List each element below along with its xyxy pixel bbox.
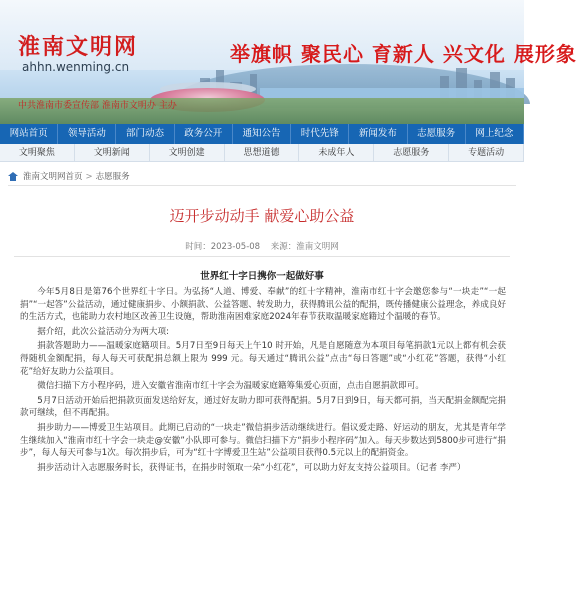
sponsor-line: 中共淮南市委宣传部 淮南市文明办 主办 [18, 101, 177, 111]
nav-item-volunteer[interactable]: 志愿服务 [408, 124, 466, 144]
header-slogan: 举旗帜 聚民心 育新人 兴文化 展形象 [230, 42, 577, 66]
primary-nav [0, 124, 524, 144]
article-source: 来源：淮南文明网 [270, 242, 339, 252]
article-paragraph: 微信扫描下方小程序码，进入安徽省淮南市红十字会为温暖家庭籍筹集爱心页面，点击自愿捐款即可。 [37, 381, 424, 392]
nav-item-leaders[interactable]: 领导活动 [58, 124, 116, 144]
subnav-item-volunteer[interactable]: 志愿服务 [374, 144, 449, 161]
nav-item-gov-affairs[interactable]: 政务公开 [175, 124, 233, 144]
breadcrumb [8, 168, 516, 186]
article-paragraph: 捐步活动计入志愿服务时长，获得证书，在捐步时领取一朵“小红花”，可以助力好友支持公益项目。（记者 李严） [37, 462, 466, 473]
subnav-item-topics[interactable]: 专题活动 [449, 144, 524, 161]
article-paragraph: 5月7日活动开始后把捐款页面发送给好友，通过好友助力即可获得配捐。5月7日到9日，每天都可捐，当天配捐金额配完捐款可继续，但不再配捐。 [20, 395, 506, 419]
breadcrumb-current[interactable]: 志愿服务 [95, 171, 130, 182]
nav-item-departments[interactable]: 部门动态 [116, 124, 174, 144]
article-paragraph: 据介绍，此次公益活动分为两大项: [37, 326, 169, 337]
home-icon [8, 172, 18, 181]
subnav-item-creation[interactable]: 文明创建 [150, 144, 225, 161]
subnav-item-morality[interactable]: 思想道德 [225, 144, 300, 161]
secondary-nav [0, 144, 524, 162]
article-paragraph: 捐款答题助力——温暖家庭籍项目。5月7日至9日每天上午10 时开始，凡是自愿随意为本项目每笔捐款1元以上都有机会获得随机金额配捐，每人每天可获配捐总额上限为 999 元。每天通过“腾讯公益”点击“每日答题”或“小红花”答题，获得“小红花”给好友助力公益项目。 [20, 341, 506, 377]
site-url: ahhn.wenming.cn [22, 60, 130, 74]
nav-item-press[interactable]: 新闻发布 [349, 124, 407, 144]
article-title: 迈开步动动手 献爱心助公益 [169, 207, 355, 225]
article-time: 时间：2023-05-08 [185, 242, 261, 252]
subnav-item-news[interactable]: 文明新闻 [75, 144, 150, 161]
subnav-item-focus[interactable]: 文明聚焦 [0, 144, 75, 161]
article-subtitle: 世界红十字日携你一起做好事 [200, 271, 324, 282]
site-logo[interactable]: 淮南文明网 [18, 35, 139, 60]
nav-item-pioneers[interactable]: 时代先锋 [291, 124, 349, 144]
subnav-item-minors[interactable]: 未成年人 [299, 144, 374, 161]
nav-item-home[interactable]: 网站首页 [0, 124, 58, 144]
article-paragraph: 捐步助力——博爱卫生站项目。此期已启动的“一块走”微信捐步活动继续进行。倡议爱走路、好运动的朋友，尤其是青年学生继续加入“淮南市红十字会一块走@安徽”小队即可参与。微信扫描下方“捐步小程序码”加入。每天步数达到5800步可进行“捐步”，每人每天可参与1次。每次捐步后，可为“红十字博爱卫生站”公益项目获得0.5元以上的配捐资金。 [20, 422, 506, 459]
breadcrumb-separator: > [85, 171, 93, 182]
article-divider [14, 256, 510, 257]
nav-item-notices[interactable]: 通知公告 [233, 124, 291, 144]
article-paragraph: 今年5月8日是第76个世界红十字日。为弘扬“人道、博爱、奉献”的红十字精神，淮南市红十字会邀您参与“一块走”“一起捐”“一起答”公益活动，通过健康捐步、小额捐款、公益答题、转发助力，获得腾讯公益的配捐，既传播健康公益理念，养成良好的生活方式，也能助力农村地区改善卫生设施，帮助淮南困难家庭2024年春节获取温暖家庭籍过个温暖的春节。 [20, 287, 507, 323]
header-banner [0, 0, 577, 124]
article-body [20, 286, 506, 476]
nav-item-memorial[interactable]: 网上纪念 [466, 124, 524, 144]
breadcrumb-home-link[interactable]: 淮南文明网首页 [23, 171, 83, 182]
article-meta [0, 240, 524, 252]
